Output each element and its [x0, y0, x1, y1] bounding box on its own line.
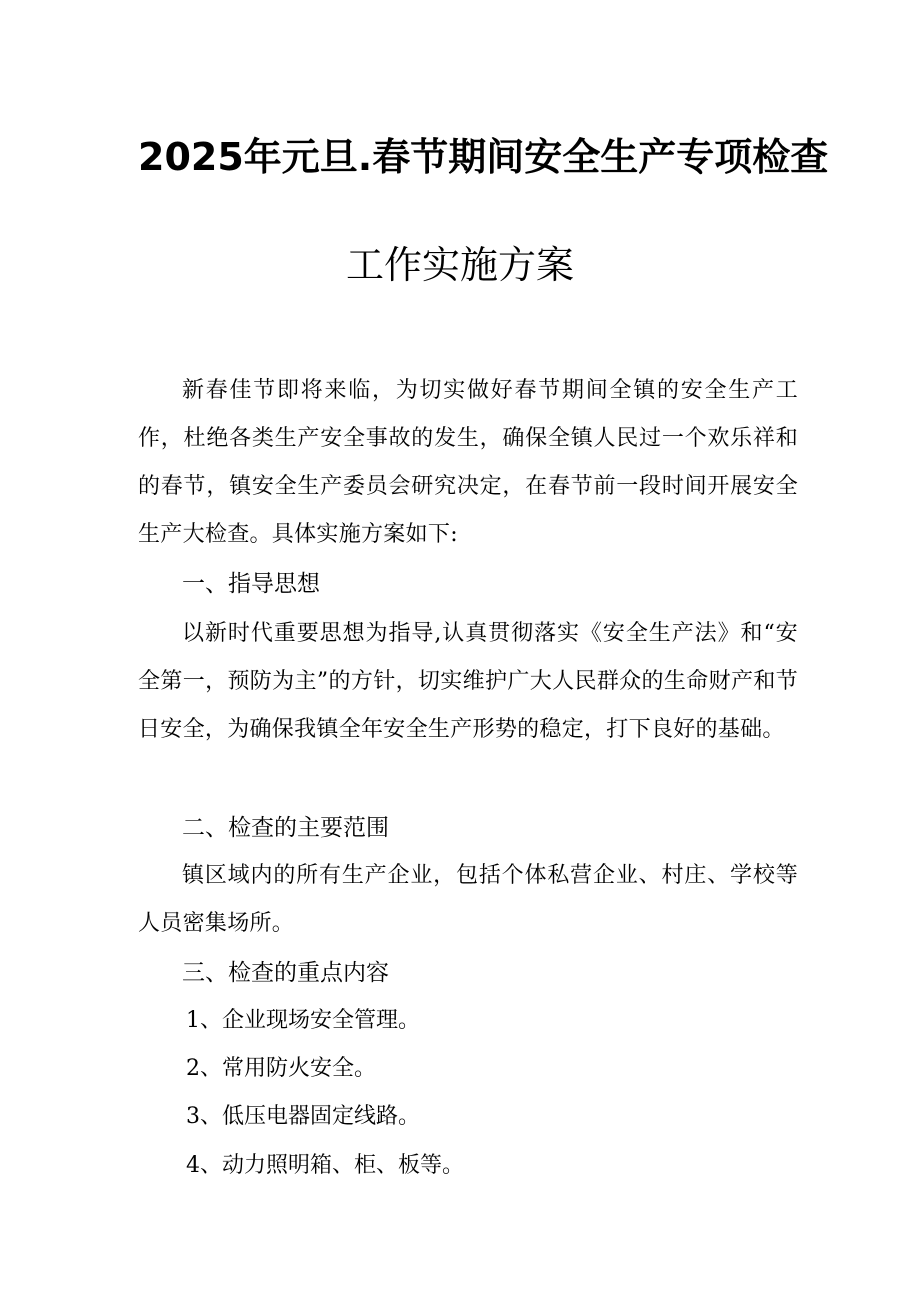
section-heading-guiding-thought: 一、指导思想: [182, 571, 320, 597]
document-title-line-2: 工作实施方案: [345, 243, 574, 287]
list-item: 3、低压电器固定线路。: [186, 1104, 420, 1129]
list-item: 2、常用防火安全。: [186, 1056, 376, 1081]
section-heading-key-content: 三、检查的重点内容: [182, 960, 389, 986]
list-item: 4、动力照明箱、柜、板等。: [186, 1153, 464, 1178]
section-heading-scope: 二、检查的主要范围: [182, 815, 389, 841]
list-item: 1、企业现场安全管理。: [186, 1008, 420, 1033]
section-body-scope: 镇区域内的所有生产企业，包括个体私营企业、村庄、学校等人员密集场所。: [138, 863, 798, 936]
intro-paragraph: 新春佳节即将来临，为切实做好春节期间全镇的安全生产工作，杜绝各类生产安全事故的发生，确保全镇人民过一个欢乐祥和的春节，镇安全生产委员会研究决定，在春节前一段时间开展安全生产大检查。具体实施方案如下:: [138, 378, 798, 547]
document-title-line-1: 2025年元旦.春节期间安全生产专项检查: [138, 135, 829, 179]
section-body-guiding-thought: 以新时代重要思想为指导,认真贯彻落实《安全生产法》和“安全第一，预防为主”的方针，切实维护广大人民群众的生命财产和节日安全，为确保我镇全年安全生产形势的稳定，打下良好的基础。: [138, 621, 798, 742]
